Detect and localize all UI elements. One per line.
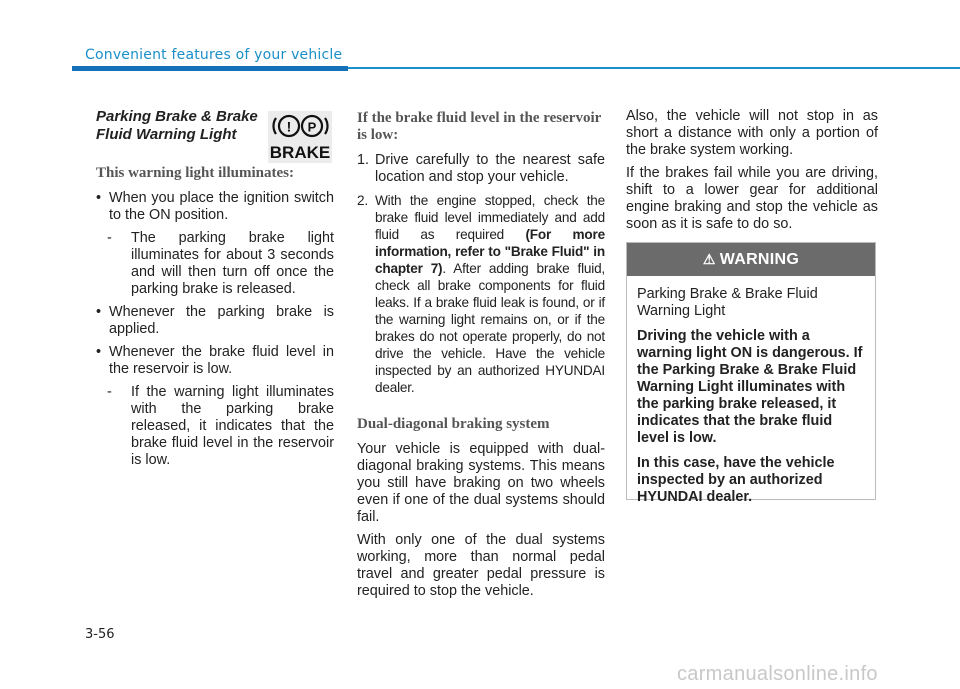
- warning-title: Parking Brake & Brake Fluid Warning Light: [637, 286, 818, 319]
- paragraph: If the brakes fail while you are driving, shift to a lower gear for additional engine braking and stop the vehicle as soon as it is safe to do so.: [626, 165, 878, 232]
- paragraph: Also, the vehicle will not stop in as short a distance with only a portion of the brake system working.: [626, 108, 878, 158]
- paragraph: Your vehicle is equipped with dual-diagonal braking systems. This means you still have braking on two wheels even if one of the dual systems should fail.: [357, 441, 605, 525]
- watermark: carmanualsonline.info: [677, 663, 878, 685]
- column-2: [357, 108, 605, 600]
- subheading: This warning light illuminates:: [96, 165, 294, 181]
- page-header-title: Convenient features of your vehicle: [85, 47, 343, 63]
- list-item: 2. With the engine stopped, check the brake fluid level immediately and add fluid as required (For more information, refer to "Brake Fluid" in chapter 7). After adding brake fluid, check all brake components for fluid leaks. If a brake fluid leak is found, or if the warning light remains on, or if the brakes do not operate properly, do not drive the vehicle. Have the vehicle inspected by an authorized HYUNDAI dealer.: [357, 193, 606, 395]
- warning-body: [627, 276, 875, 506]
- parking-brake-warning-icon: [268, 111, 332, 163]
- list-item: 1. Drive carefully to the nearest safe location and stop your vehicle.: [357, 152, 605, 185]
- warning-triangle-icon: ⚠: [702, 251, 716, 267]
- svg-text:!: !: [286, 118, 292, 135]
- list-item: • Whenever the parking brake is applied.: [96, 304, 334, 337]
- list-item: - The parking brake light illuminates for about 3 seconds and will then turn off once the parking brake is released.: [107, 230, 334, 297]
- warning-label: WARNING: [719, 250, 800, 268]
- header-rule-light: [348, 67, 960, 69]
- svg-text:BRAKE: BRAKE: [269, 143, 331, 162]
- section-title: Parking Brake & Brake Fluid Warning Light: [96, 108, 258, 143]
- subheading: If the brake fluid level in the reservoir is low:: [357, 110, 601, 143]
- page-number: 3-56: [85, 627, 115, 642]
- svg-text:P: P: [307, 119, 317, 135]
- list-item: • Whenever the brake fluid level in the reservoir is low.: [96, 344, 334, 377]
- column-3: [626, 108, 878, 233]
- warning-box: [626, 242, 876, 505]
- header-rule-dark: [72, 66, 348, 71]
- subheading: Dual-diagonal braking system: [357, 416, 550, 432]
- warning-text: Driving the vehicle with a warning light ON is dangerous. If the Parking Brake & Brake Fluid Warning Light illuminates with the parking brake released, it indicates that the brake fluid level is low.: [637, 328, 863, 446]
- warning-text: In this case, have the vehicle inspected by an authorized HYUNDAI dealer.: [637, 455, 835, 505]
- warning-header: [627, 243, 875, 276]
- list-item: • When you place the ignition switch to the ON position.: [96, 190, 334, 223]
- list-item: - If the warning light illuminates with the parking brake released, it indicates that the brake fluid level in the reservoir is low.: [107, 384, 334, 468]
- paragraph: With only one of the dual systems working, more than normal pedal travel and greater pedal pressure is required to stop the vehicle.: [357, 532, 605, 599]
